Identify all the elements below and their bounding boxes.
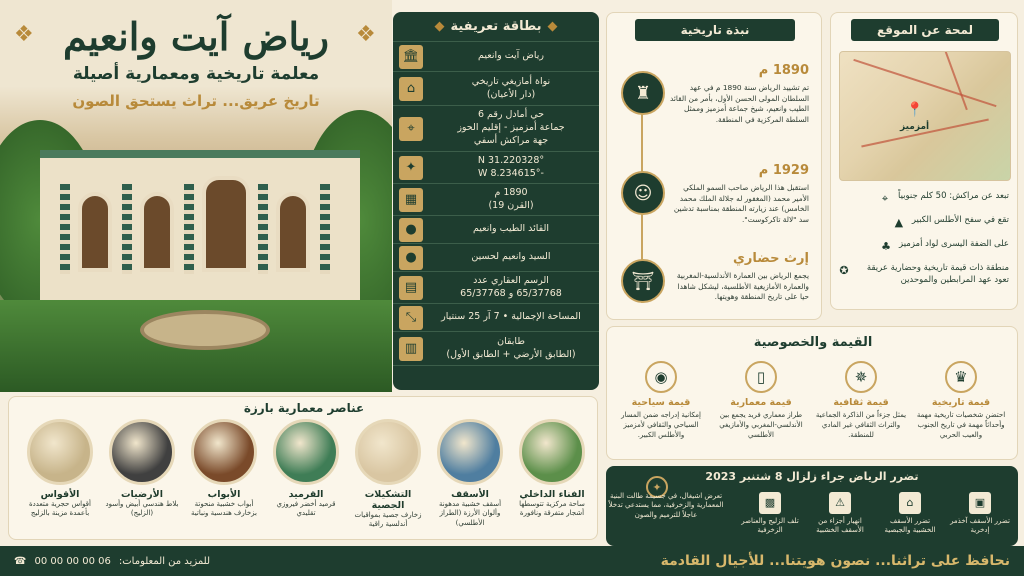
location-item	[837, 239, 1009, 254]
history-year: إرث حضاري	[733, 251, 809, 266]
element-photo	[519, 419, 585, 485]
value-card	[815, 361, 907, 455]
damage-item	[880, 492, 940, 536]
value-card-text: يمثل جزءاً من الذاكرة الجماعية والتراث الثقافي غير المادي للمنطقة.	[815, 411, 907, 439]
id-row	[393, 42, 599, 72]
value-card-text: إمكانية إدراجه ضمن المسار السياحي والثقافي لأمزميز والأطلس الكبير.	[621, 411, 701, 439]
map-label: أمزميز	[900, 122, 930, 132]
element-title: الأبواب	[207, 489, 241, 500]
portrait-icon: ☺	[621, 171, 665, 215]
location-item-text: تقع في سفح الأطلس الكبير	[911, 215, 1009, 225]
history-panel	[606, 12, 822, 320]
element-item	[433, 419, 507, 528]
elements-title: عناصر معمارية بارزة	[243, 401, 365, 415]
fortress-icon: ♜	[621, 71, 665, 115]
element-photo	[355, 419, 421, 485]
damage-item-text: تعرض اشيغال، في جسيمة طالت البنية المعمارية والزخرفية، مما يستدعي تدخلاً عاجلاً للترميم والصون	[608, 492, 724, 519]
ornament-icon: ◆	[547, 19, 558, 34]
building-icon: 🏛	[399, 45, 423, 69]
hero-subtitle: معلمة تاريخية ومعمارية أصيلة	[72, 64, 320, 84]
element-item	[23, 419, 97, 519]
element-text: قرميد أخضر فيروزي تقليدي	[276, 500, 336, 518]
compass-icon: ✦	[646, 476, 668, 498]
damage-item	[950, 492, 1010, 536]
ornament-left-icon: ❖	[14, 22, 34, 47]
value-card-text: احتضن شخصيات تاريخية مهمة وأحداثاً مهمة في تاريخ الجنوب والعيب الحربي	[916, 411, 1006, 439]
damage-item	[606, 492, 726, 520]
history-year: 1890 م	[758, 63, 809, 78]
id-row-value: طابقان (الطابق الأرضي + الطابق الأول)	[446, 335, 576, 360]
value-card-title: قيمة سياحية	[631, 397, 691, 408]
history-text: استقبل هذا الرياض صاحب السمو الملكي الأمير محمد (المغفور له جلالة الملك محمد الخامس) عند زيارته المنطقة بمناسبة تدشين سد "لالة تاكركوست".	[673, 183, 809, 225]
history-year: 1929 م	[758, 163, 809, 178]
hero-tagline: تاريخ عريق... تراث يستحق الصون	[72, 92, 320, 110]
collapse-icon: ⚠	[829, 492, 851, 514]
crown-icon: ♛	[945, 361, 977, 393]
damage-item-text: تلف الزليج والعناصر الزخرفية	[741, 517, 799, 535]
location-item	[837, 263, 1009, 287]
value-card	[615, 361, 707, 455]
id-card-header	[393, 12, 599, 42]
element-item	[187, 419, 261, 519]
id-card-rows	[393, 42, 599, 366]
footer-contact	[14, 556, 210, 567]
document-icon: ▤	[399, 276, 423, 300]
id-row	[393, 72, 599, 106]
value-panel	[606, 326, 1018, 460]
element-photo	[27, 419, 93, 485]
location-item-text: منطقة ذات قيمة تاريخية وحضارية عريقة تعود عهد المرابطين والموحدين	[866, 263, 1009, 285]
damage-title: تضرر الرياض جراء زلزال 8 شتنبر 2023	[705, 470, 919, 483]
footer	[0, 546, 1024, 576]
element-text: أقواس حجرية متعددة بأعمدة مزينة بالزليج	[29, 500, 91, 518]
element-item	[105, 419, 179, 519]
element-photo	[273, 419, 339, 485]
pin-icon: ⌖	[881, 192, 889, 205]
location-panel	[830, 12, 1018, 310]
id-row	[393, 106, 599, 152]
element-text: زخارف جصية بمواقيات أندلسية راقية	[354, 511, 422, 529]
damage-item	[740, 492, 800, 536]
value-title: القيمة والخصوصية	[753, 335, 873, 350]
compass-icon: ✦	[399, 156, 423, 180]
element-item	[515, 419, 589, 519]
history-text: تم تشييد الرياض سنة 1890 م في عهد السلطان المولى الحسن الأول، بأمر من القائد الطيب وانعيم، شيخ جماعة أمزميز وممثل السلطة المركزية في المنطقة.	[669, 83, 809, 125]
ornament-icon: ◆	[434, 19, 445, 34]
id-row	[393, 244, 599, 272]
camera-icon: ◉	[645, 361, 677, 393]
element-title: الأسقف	[451, 489, 489, 500]
house-icon: ⌂	[399, 77, 423, 101]
location-item	[837, 215, 1009, 230]
value-card-title: قيمة تاريخية	[931, 397, 991, 408]
damage-item-text: انهيار أجزاء من الأسقف الخشبية	[816, 517, 864, 535]
phone-icon: ☎	[14, 555, 27, 567]
medal-icon: ✪	[839, 264, 849, 277]
id-row	[393, 216, 599, 244]
id-row	[393, 152, 599, 184]
location-item-text: على الضفة اليسرى لواد أمزميز	[899, 239, 1009, 249]
roof-icon: ⌂	[899, 492, 921, 514]
id-card	[393, 12, 599, 390]
id-row	[393, 184, 599, 216]
element-title: الأقواس	[40, 489, 80, 500]
history-title: نبذة تاريخية	[635, 19, 795, 41]
location-item	[837, 191, 1009, 206]
element-photo	[437, 419, 503, 485]
id-row-value: نواة أمازيغي تاريخي (دار الأعيان)	[471, 75, 551, 100]
element-title: الأرضيات	[121, 489, 163, 500]
id-row-value: رياض آيت وانعيم	[478, 50, 544, 62]
element-photo	[191, 419, 257, 485]
id-row-value: المساحة الإجمالية • 7 آر 25 سنتيار	[441, 311, 581, 323]
location-title: لمحة عن الموقع	[851, 19, 999, 41]
element-title: القرميد	[288, 489, 324, 500]
history-text: يجمع الرياض بين العمارة الأندلسية-المغربية والعمارة الأمازيغية الأطلسية، ليشكل شاهدا حيا على تاريخ المنطقة وهويتها.	[676, 271, 809, 302]
phone-number[interactable]: 06 00 00 00 00	[34, 555, 111, 567]
id-row-value: 31.220328° N -8.234615° W	[477, 154, 545, 179]
ornament-right-icon: ❖	[356, 22, 376, 47]
fountain-basin	[140, 310, 270, 350]
damage-item-text: تضرر الأسقف آخذمر إدخرية	[950, 517, 1010, 535]
elements-panel	[8, 396, 598, 540]
id-card-title: بطاقة تعريفية	[450, 19, 542, 34]
location-item-text: تبعد عن مراكش: 50 كلم جنوبياً	[898, 191, 1009, 201]
value-card-title: قيمة معمارية	[730, 397, 792, 408]
element-text: بلاط هندسي أبيض وأسود (الزليج)	[105, 500, 179, 518]
tile-icon: ▩	[759, 492, 781, 514]
element-item	[269, 419, 343, 519]
element-item	[351, 419, 425, 530]
id-row	[393, 272, 599, 304]
id-row	[393, 304, 599, 332]
element-title: التشكيلات الجصية	[364, 489, 412, 511]
door-icon: ▯	[745, 361, 777, 393]
location-map	[839, 51, 1011, 181]
value-card-text: طراز معماري فريد يجمع بين الأندلسي-المغربي والأمازيغي الأطلسي	[719, 411, 803, 439]
value-card	[915, 361, 1007, 455]
id-row-value: القائد الطيب وانعيم	[472, 223, 550, 235]
damage-panel	[606, 466, 1018, 546]
damage-item-text: تضرر الأسقف الخشبية والجبصية	[884, 517, 936, 535]
area-icon: ⤡	[399, 306, 423, 330]
element-text: أسقف خشبية مدهونة وألوان الأرزة (الطراز الأطلسي)	[438, 500, 502, 527]
person-icon: ●	[399, 246, 423, 270]
id-row	[393, 332, 599, 366]
footer-slogan: نحافظ على تراثنا... نصون هويتنا... للأجيال القادمة	[660, 553, 1010, 569]
calendar-icon: ▦	[399, 188, 423, 212]
id-row-value: الرسم العقاري عدد 65/37768 و 65/37768	[460, 274, 562, 299]
element-photo	[109, 419, 175, 485]
tree-icon: ♣	[881, 240, 891, 253]
damage-item	[810, 492, 870, 536]
star-icon: ✵	[845, 361, 877, 393]
floors-icon: ▥	[399, 337, 423, 361]
value-card-title: قيمة ثقافية	[833, 397, 889, 408]
pin-icon: ⌖	[399, 117, 423, 141]
arch-icon: ⛩	[621, 259, 665, 303]
value-card	[715, 361, 807, 455]
id-row-value: السيد وانعيم لحسين	[471, 251, 551, 263]
element-text: ساحة مركزية تتوسطها أشجار متفرقة ونافورة	[519, 500, 585, 518]
element-text: أبواب خشبية منحوتة بزخارف هندسية ونباتية	[191, 500, 257, 518]
contact-label: للمزيد من المعلومات:	[118, 555, 210, 567]
map-pin-icon: 📍	[906, 102, 924, 118]
id-row-value: 1890 م (القرن 19)	[488, 186, 534, 211]
element-title: الفناء الداخلي	[519, 489, 585, 500]
mountain-icon: ▲	[894, 216, 904, 229]
id-row-value: حي أمادل رقم 6 جماعة أمزميز - إقليم الحوز جهة مراكش أسفي	[457, 109, 565, 146]
person-icon: ●	[399, 218, 423, 242]
hero-title: رياض آيت وانعيم	[63, 14, 329, 59]
ceiling-icon: ▣	[969, 492, 991, 514]
